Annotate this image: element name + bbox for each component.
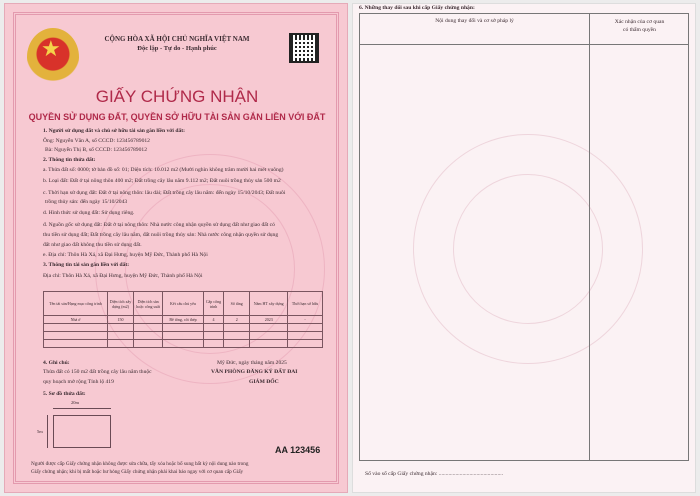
- changes-table: [359, 13, 689, 461]
- col-structure: Kết cấu chủ yếu: [163, 292, 204, 316]
- page-title: GIẤY CHỨNG NHẬN: [95, 87, 259, 106]
- national-emblem-icon: ★: [27, 28, 79, 86]
- table-row-empty: [44, 324, 323, 332]
- asset-table: [43, 291, 323, 348]
- col-floors: Số tầng: [224, 292, 250, 316]
- section1-heading: 1. Người sử dụng đất và chủ sở hữu tài sản gắn liền với đất:: [43, 128, 185, 134]
- issuing-office: VĂN PHÒNG ĐĂNG KÝ ĐẤT ĐAI: [211, 369, 298, 375]
- certificate-front-page: [4, 3, 348, 493]
- usage-form: d. Hình thức sử dụng đất: Sử dụng riêng.: [43, 210, 135, 216]
- land-term-2: trồng thủy sản: đến ngày 15/10/2043: [45, 199, 128, 205]
- plot-height-label: 5m: [37, 429, 43, 434]
- motto: Độc lập - Tự do - Hạnh phúc: [137, 45, 217, 52]
- serial-number: AA 123456: [275, 445, 321, 455]
- plot-diagram: [53, 415, 111, 448]
- section2-heading: 2. Thông tin thửa đất:: [43, 157, 96, 163]
- section3-heading: 3. Thông tin tài sản gắn liền với đất:: [43, 262, 130, 268]
- col-confirmation-1: Xác nhận của cơ quan: [614, 19, 665, 25]
- land-origin-3: đất như giao đất không thu tiền sử dụng đất.: [43, 242, 142, 248]
- cell: [134, 316, 163, 324]
- certificate-back-page: [352, 3, 696, 493]
- table-row-empty: [44, 332, 323, 340]
- col-year: Năm HT xây dựng: [250, 292, 288, 316]
- section4-heading: 4. Ghi chú:: [43, 360, 70, 366]
- plot-width-label: 20m: [71, 400, 80, 405]
- cell: 150: [107, 316, 133, 324]
- land-origin-2: thu tiền sử dụng đất; Đất trồng cây lâu năm, đất nuôi trồng thủy sản: Nhà nước công nhận quyền sử dụng: [43, 232, 279, 238]
- footer-warning-2: Giấy chứng nhận; khi bị mất hoặc hư hỏng Giấy chứng nhận phải khai báo ngay với cơ quan cấp Giấy: [31, 469, 244, 475]
- land-origin-1: đ. Nguồn gốc sử dụng đất: Đất ở tại nông thôn: Nhà nước công nhận quyền sử dụng đất như giao đất có: [43, 222, 275, 228]
- section5-heading: 5. Sơ đồ thửa đất:: [43, 391, 86, 397]
- parcel-info: a. Thửa đất số: 0000; tờ bản đồ số: 01; Diện tích: 10.012 m2 (Mười nghìn không trăm mười hai mét vuông): [43, 167, 284, 173]
- owner-2: Bà: Nguyễn Thị B, số CCCD: 123456789012: [45, 147, 147, 153]
- table-row-empty: [44, 340, 323, 348]
- height-arrow: [47, 415, 48, 448]
- col-change-content: Nội dung thay đổi và cơ sở pháp lý: [435, 18, 514, 24]
- table-row: [44, 316, 323, 324]
- note-line-1: Thửa đất có 150 m2 đất trồng cây lâu năm thuộc: [43, 369, 152, 375]
- land-type: b. Loại đất: Đất ở tại nông thôn 400 m2; Đất trồng cây lâu năm 9.112 m2; Đất nuôi trồng thủy sản 500 m2: [43, 178, 281, 184]
- col-asset-name: Tên tài sản/Hạng mục công trình: [44, 292, 108, 316]
- col-floor-area: Diện tích sàn hoặc công suất: [134, 292, 163, 316]
- cell: Nhà ở: [44, 316, 108, 324]
- width-arrow: [53, 408, 111, 409]
- cell: -: [288, 316, 323, 324]
- footer-warning-1: Người được cấp Giấy chứng nhận không được sửa chữa, tẩy xóa hoặc bổ sung bất kỳ nội dung nào trong: [31, 461, 249, 467]
- col-grade: Cấp công trình: [203, 292, 223, 316]
- col-confirmation-2: có thẩm quyền: [623, 27, 656, 33]
- sign-place-date: Mỹ Đức, ngày tháng năm 2025: [217, 360, 287, 366]
- signer-role: GIÁM ĐỐC: [249, 379, 279, 385]
- cell: 2023: [250, 316, 288, 324]
- col-ownership-term: Thời hạn sở hữu: [288, 292, 323, 316]
- asset-address: Địa chỉ: Thôn Hà Xá, xã Đại Hưng, huyện Mỹ Đức, Thành phố Hà Nội: [43, 273, 203, 279]
- table-header-row: [44, 292, 323, 316]
- col-build-area: Diện tích xây dựng (m2): [107, 292, 133, 316]
- note-line-2: quy hoạch mở rộng Tỉnh lộ 419: [43, 379, 114, 385]
- owner-1: Ông: Nguyễn Văn A, số CCCD: 123456789012: [43, 138, 150, 144]
- section6-heading: 6. Những thay đổi sau khi cấp Giấy chứng nhận:: [359, 5, 475, 11]
- page-subtitle: QUYỀN SỬ DỤNG ĐẤT, QUYỀN SỞ HỮU TÀI SẢN GẮN LIỀN VỚI ĐẤT: [28, 112, 326, 122]
- cell: 4: [203, 316, 223, 324]
- nation-header: CỘNG HÒA XÃ HỘI CHỦ NGHĨA VIỆT NAM: [104, 35, 250, 43]
- cell: 2: [224, 316, 250, 324]
- registry-number-field: Số vào sổ cấp Giấy chứng nhận: ..............................................: [365, 471, 504, 477]
- cell: Bê tông, cốt thép: [163, 316, 204, 324]
- land-term-1: c. Thời hạn sử dụng đất: Đất ở tại nông thôn: lâu dài; Đất trồng cây lâu năm: đến ngày 15/10/2043; Đất nuôi: [43, 190, 286, 196]
- land-address: e. Địa chỉ: Thôn Hà Xá, xã Đại Hưng, huyện Mỹ Đức, Thành phố Hà Nội: [43, 252, 208, 258]
